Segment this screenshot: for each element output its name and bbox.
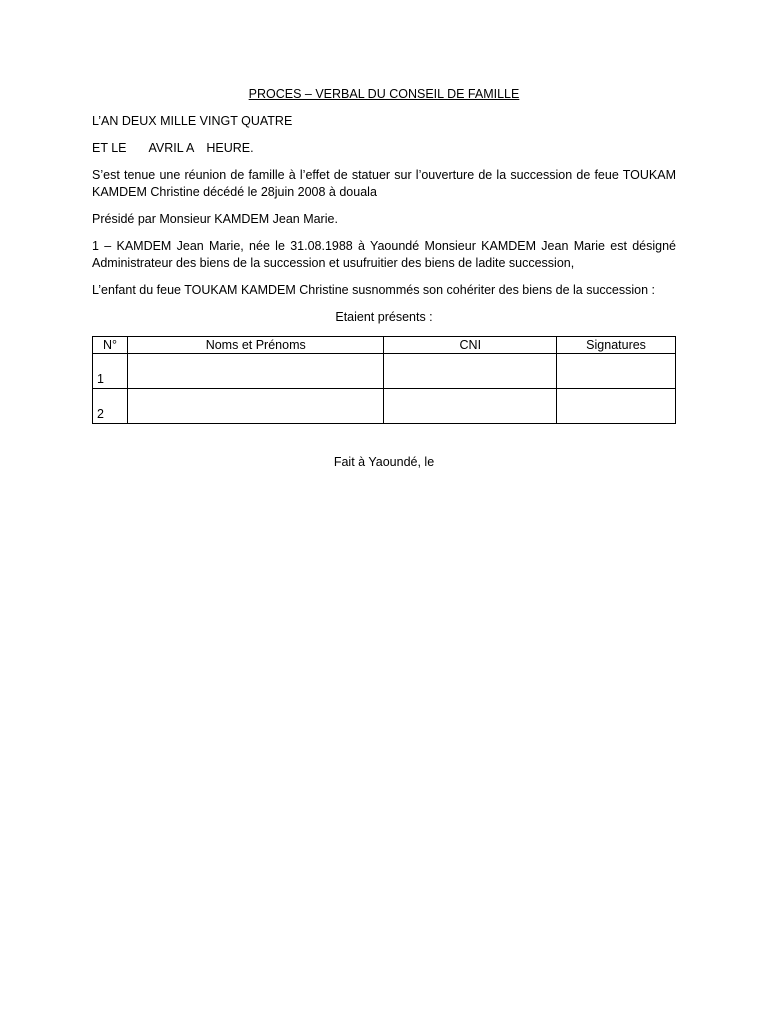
header-cni: CNI (384, 337, 557, 354)
table-row (93, 354, 676, 389)
presided-line: Présidé par Monsieur KAMDEM Jean Marie. (92, 212, 338, 226)
date-line-part2: AVRIL A (148, 141, 195, 155)
presence-table (92, 336, 676, 424)
present-heading: Etaient présents : (335, 310, 433, 324)
meeting-paragraph: S’est tenue une réunion de famille à l’effet de statuer sur l’ouverture de la succession de feue TOUKAM KAMDEM Christine décédé le 28juin 2008 à douala (92, 168, 676, 199)
header-names: Noms et Prénoms (127, 337, 384, 354)
date-line-part1: ET LE (92, 141, 127, 155)
table-header-row (93, 337, 676, 354)
row-number: 1 (93, 354, 128, 389)
header-signatures: Signatures (557, 337, 676, 354)
year-line: L’AN DEUX MILLE VINGT QUATRE (92, 114, 293, 128)
heirs-paragraph: L’enfant du feue TOUKAM KAMDEM Christine susnommés son cohériter des biens de la succession : (92, 283, 656, 297)
date-line (92, 140, 676, 157)
footer-place-date: Fait à Yaoundé, le (333, 455, 435, 469)
document-title: PROCES – VERBAL DU CONSEIL DE FAMILLE (248, 87, 520, 101)
row-name-cell (127, 354, 384, 389)
row-cni-cell (384, 354, 557, 389)
administrator-paragraph: 1 – KAMDEM Jean Marie, née le 31.08.1988 à Yaoundé Monsieur KAMDEM Jean Marie est désigné Administrateur des biens de la succession et usufruitier des biens de ladite succession, (92, 239, 676, 270)
header-number: N° (93, 337, 128, 354)
date-line-part3: HEURE. (206, 141, 254, 155)
row-signature-cell (557, 389, 676, 424)
table-row (93, 389, 676, 424)
row-signature-cell (557, 354, 676, 389)
document-page (92, 86, 676, 484)
row-cni-cell (384, 389, 557, 424)
row-number: 2 (93, 389, 128, 424)
row-name-cell (127, 389, 384, 424)
